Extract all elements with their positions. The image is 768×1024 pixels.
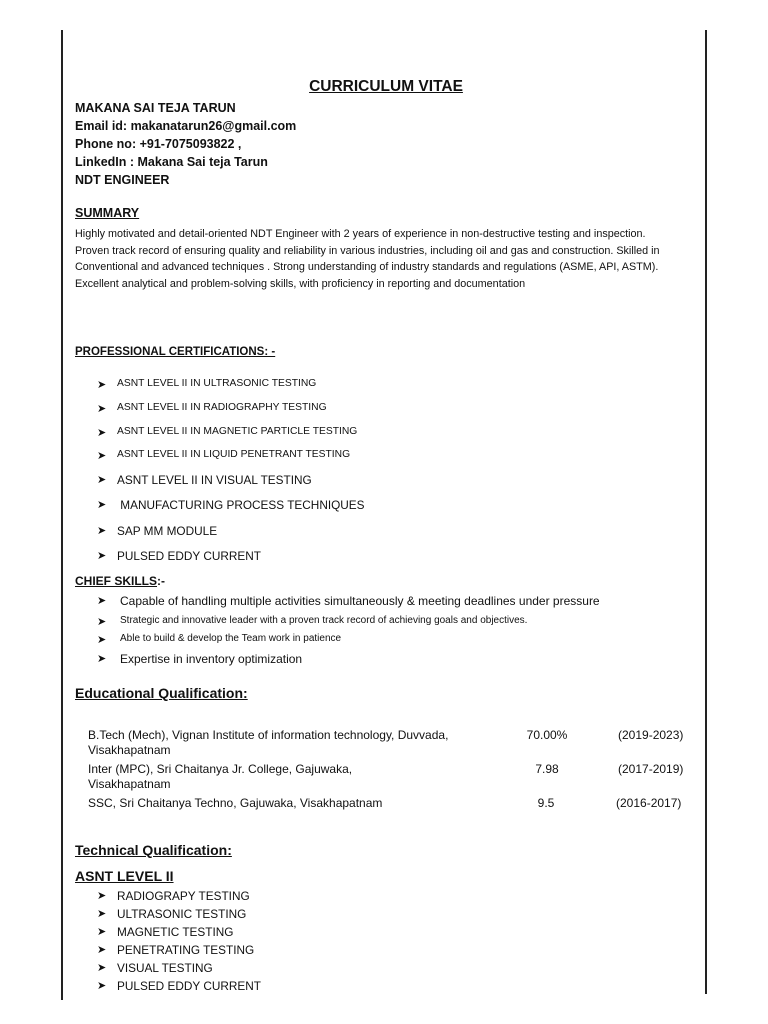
arrowhead-bullet-icon: ➤	[97, 980, 107, 992]
arrowhead-bullet-icon: ➤	[97, 450, 107, 462]
education-institution: Inter (MPC), Sri Chaitanya Jr. College, Gajuwaka, Visakhapatnam	[88, 762, 353, 791]
arrowhead-bullet-icon: ➤	[97, 926, 107, 938]
arrowhead-bullet-icon: ➤	[97, 499, 107, 511]
skills-heading	[75, 574, 165, 588]
education-institution: SSC, Sri Chaitanya Techno, Gajuwaka, Visakhapatnam	[88, 796, 383, 810]
technical-subheading: ASNT LEVEL II	[75, 868, 174, 884]
arrowhead-bullet-icon: ➤	[97, 379, 107, 391]
education-score: 9.5	[537, 796, 555, 810]
certifications-heading: PROFESSIONAL CERTIFICATIONS: -	[75, 346, 276, 358]
job-role: NDT ENGINEER	[75, 173, 170, 187]
arrowhead-bullet-icon: ➤	[97, 653, 107, 665]
skills-heading-label: CHIEF SKILLS	[75, 574, 158, 588]
candidate-name: MAKANA SAI TEJA TARUN	[75, 101, 236, 115]
phone-line: Phone no: +91-7075093822 ,	[75, 137, 242, 151]
education-years: (2019-2023)	[618, 728, 684, 742]
arrowhead-bullet-icon: ➤	[97, 944, 107, 956]
arrowhead-bullet-icon: ➤	[97, 474, 107, 486]
arrowhead-bullet-icon: ➤	[97, 890, 107, 902]
education-heading: Educational Qualification:	[75, 685, 248, 701]
arrowhead-bullet-icon: ➤	[97, 908, 107, 920]
linkedin-line: LinkedIn : Makana Sai teja Tarun	[75, 155, 268, 169]
email-line: Email id: makanatarun26@gmail.com	[75, 119, 297, 133]
arrowhead-bullet-icon: ➤	[97, 634, 107, 646]
arrowhead-bullet-icon: ➤	[97, 595, 107, 607]
summary-text: Highly motivated and detail-oriented NDT Engineer with 2 years of experience in non-destructive testing and inspection. Proven track record of ensuring quality and reliability in various industries, including oil and gas and construction. Skilled in Conventional and advanced techniques . Strong understanding of industry standards and regulations (ASME, API, ASTM). Excellent analytical and problem-solving skills, with proficiency in reporting and documentation	[75, 228, 660, 290]
arrowhead-bullet-icon: ➤	[97, 962, 107, 974]
arrowhead-bullet-icon: ➤	[97, 525, 107, 537]
arrowhead-bullet-icon: ➤	[97, 403, 107, 415]
education-years: (2017-2019)	[618, 762, 684, 776]
education-institution: B.Tech (Mech), Vignan Institute of information technology, Duvvada, Visakhapatnam	[88, 728, 449, 757]
summary-heading: SUMMARY	[75, 206, 140, 220]
education-score: 70.00%	[526, 728, 568, 742]
arrowhead-bullet-icon: ➤	[97, 550, 107, 562]
arrowhead-bullet-icon: ➤	[97, 616, 107, 628]
page-border-left	[61, 30, 63, 1000]
education-years: (2016-2017)	[616, 796, 682, 810]
skills-heading-suffix: :-	[157, 574, 166, 588]
contact-block	[75, 99, 296, 189]
arrowhead-bullet-icon: ➤	[97, 427, 107, 439]
education-score: 7.98	[535, 762, 559, 776]
page-border-right	[705, 30, 707, 994]
technical-heading: Technical Qualification:	[75, 842, 232, 858]
document-title: CURRICULUM VITAE	[309, 78, 463, 95]
